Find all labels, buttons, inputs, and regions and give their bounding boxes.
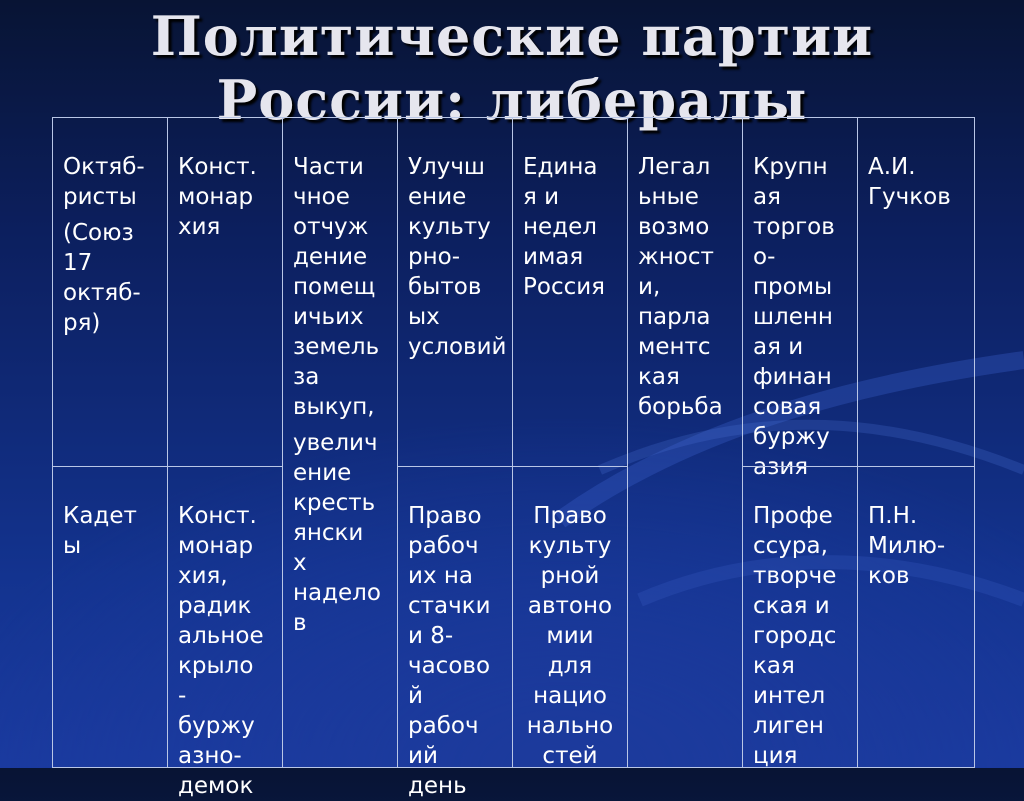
cadets-party-name: Кадет ы bbox=[63, 503, 137, 559]
cell-cadets-program bbox=[167, 466, 283, 799]
cadets-nation-text: Право культу рной автоно мии для нацио нально стей bbox=[526, 503, 614, 769]
octobrists-party-name: Октяб- ристы bbox=[63, 154, 145, 210]
cadets-workers-text: Право рабоч их на стачки и 8- часово й рабоч ий день bbox=[408, 503, 491, 799]
cell-octobrists-leader bbox=[857, 117, 975, 467]
octobrists-social-base-text: Крупн ая торгов о- промы шленн ая и финан совая буржу азия bbox=[753, 154, 835, 480]
cell-octobrists-social-base bbox=[742, 117, 858, 480]
cell-cadets-name bbox=[52, 466, 168, 768]
octobrists-leader-text: А.И. Гучков bbox=[868, 154, 951, 210]
agrarian-text-part-2: увелич ение кресть янски х надело в bbox=[293, 430, 381, 636]
cell-cadets-leader bbox=[857, 466, 975, 768]
cell-cadets-nation bbox=[512, 466, 628, 768]
octobrists-workers-text: Улучш ение культу рно- бытов ых условий bbox=[408, 154, 507, 360]
slide-title bbox=[0, 4, 1024, 132]
tactics-text: Легал ьные возмо жност и, парла ментс кая борьба bbox=[638, 154, 723, 420]
cell-tactics bbox=[627, 117, 743, 768]
cell-octobrists-program bbox=[167, 117, 283, 467]
cell-octobrists-nation bbox=[512, 117, 628, 467]
cell-octobrists-name bbox=[52, 117, 168, 467]
cell-cadets-social-base bbox=[742, 466, 858, 768]
slide-title-line-1: Политические партии bbox=[150, 4, 874, 68]
cadets-social-base-text: Профе ссура, творче ская и городс кая интел лиген ция bbox=[753, 503, 837, 769]
octobrists-nation-text: Едина я и недел имая Россия bbox=[523, 154, 606, 300]
cadets-program-text: Конст. монар хия, радик альное крыло - буржу азно- демок bbox=[178, 503, 264, 799]
slide-title-line-2: России: либералы bbox=[216, 68, 808, 132]
cell-cadets-workers bbox=[397, 466, 513, 799]
octobrists-party-note: (Союз 17 октяб- ря) bbox=[63, 220, 141, 336]
cell-agrarian-question bbox=[282, 117, 398, 768]
cell-octobrists-workers bbox=[397, 117, 513, 467]
agrarian-text-part-1: Части чное отчуж дение помещ ичьих земель за выкуп, bbox=[293, 154, 380, 420]
cadets-leader-text: П.Н. Милю- ков bbox=[868, 503, 946, 589]
octobrists-program-text: Конст. монар хия bbox=[178, 154, 257, 240]
